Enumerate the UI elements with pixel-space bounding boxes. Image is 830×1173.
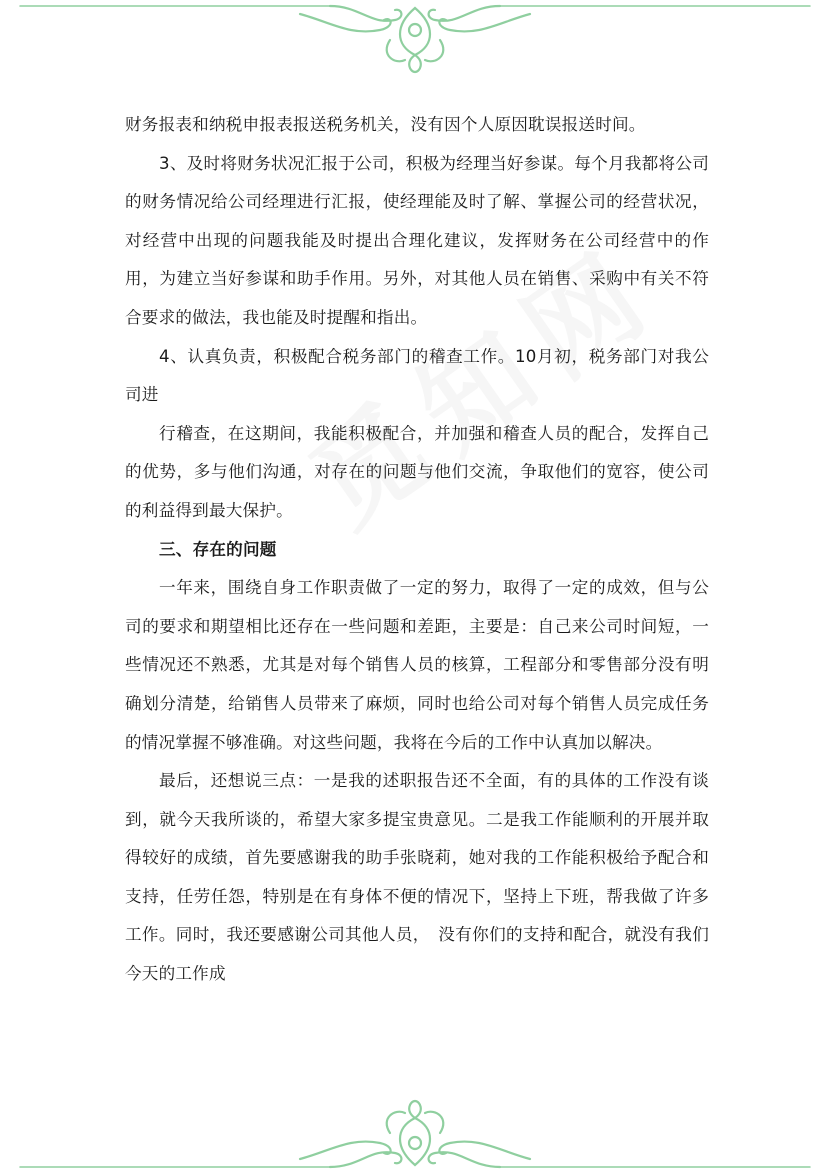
paragraph: 最后，还想说三点：一是我的述职报告还不全面，有的具体的工作没有谈到，就今天我所谈的，希望大家多提宝贵意见。二是我工作能顺利的开展并取得较好的成绩，首先要感谢我的助手张晓莉，她对我的工作能积极给予配合和支持，任劳任怨，特别是在有身体不便的情况下，坚持上下班，帮我做了许多工作。同时，我还要感谢公司其他人员， 没有你们的支持和配合，就没有我们今天的工作成 <box>125 771 709 984</box>
bottom-ornament <box>0 1093 830 1173</box>
paragraph: 行稽查，在这期间，我能积极配合，并加强和稽查人员的配合，发挥自己的优势，多与他们沟通，对存在的问题与他们交流，争取他们的宽容，使公司的利益得到最大保护。 <box>125 423 709 520</box>
section-heading: 三、存在的问题 <box>159 539 277 559</box>
document-body <box>125 106 709 994</box>
paragraph: 3、及时将财务状况汇报于公司，积极为经理当好参谋。每个月我都将公司的财务情况给公司经理进行汇报，使经理能及时了解、掌握公司的经营状况，对经营中出现的问题我能及时提出合理化建议，发挥财务在公司经营中的作用，为建立当好参谋和助手作用。另外，对其他人员在销售、采购中有关不符合要求的做法，我也能及时提醒和指出。 <box>125 153 709 327</box>
paragraph: 一年来，围绕自身工作职责做了一定的努力，取得了一定的成效，但与公司的要求和期望相比还存在一些问题和差距，主要是：自己来公司时间短，一些情况还不熟悉，尤其是对每个销售人员的核算，工程部分和零售部分没有明确划分清楚，给销售人员带来了麻烦，同时也给公司对每个销售人员完成任务的情况掌握不够准确。对这些问题，我将在今后的工作中认真加以解决。 <box>125 578 709 752</box>
paragraph: 财务报表和纳税申报表报送税务机关，没有因个人原因耽误报送时间。 <box>125 115 646 134</box>
top-ornament <box>0 0 830 80</box>
paragraph: 4、认真负责，积极配合税务部门的稽查工作。10月初，税务部门对我公司进 <box>125 346 709 405</box>
